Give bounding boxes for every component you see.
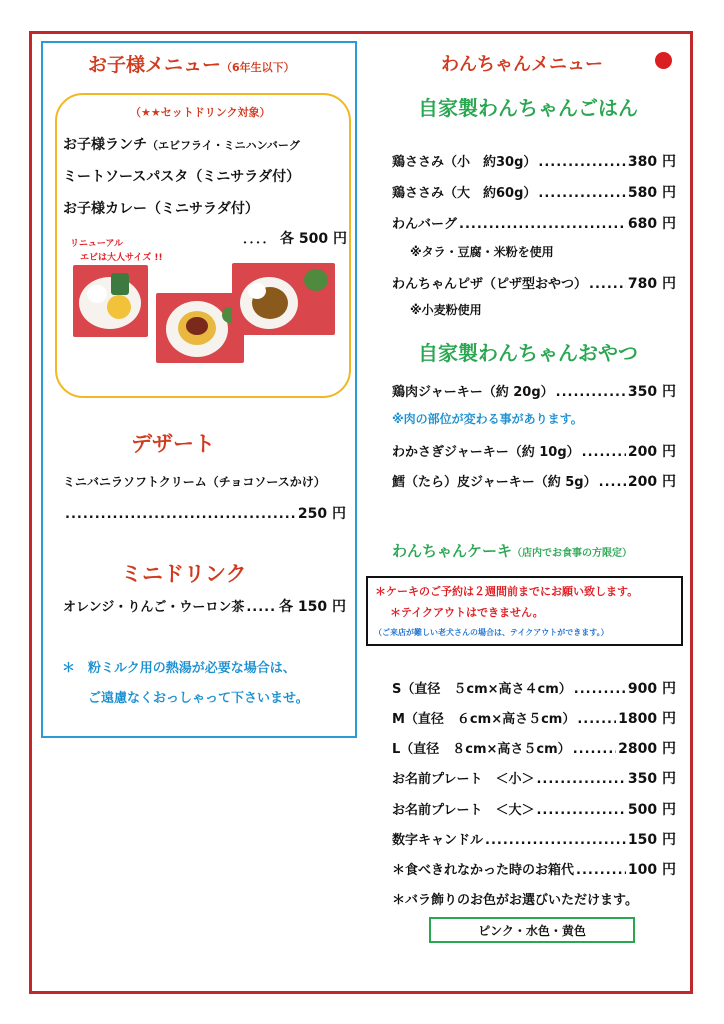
cake-l-dots — [573, 742, 616, 757]
red-dot-icon — [655, 52, 672, 69]
candle-row — [392, 829, 676, 849]
hamburg-note: ※タラ・豆腐・米粉を使用 — [410, 245, 554, 259]
cake-m-name: M（直径 ６cm×高さ５cm） — [392, 712, 576, 727]
kids-lunch-rice — [87, 285, 107, 303]
curry-photo — [232, 263, 335, 335]
jerky-smelt-price: 200 円 — [627, 444, 676, 460]
plate-small-dots — [536, 772, 625, 787]
gohan-large-dots — [538, 186, 625, 201]
plate-large-name: お名前プレート ＜大＞ — [392, 803, 535, 818]
mini-drink-price: 各 150 円 — [279, 599, 346, 615]
gohan-small-name: 鶏ささみ（小 約30g） — [392, 155, 537, 170]
pizza-note: ※小麦粉使用 — [410, 303, 482, 317]
pizza-dots — [589, 277, 626, 292]
candle-price: 150 円 — [627, 832, 676, 848]
gohan-large-price: 580 円 — [627, 185, 676, 201]
rose-colors-box — [429, 917, 635, 943]
kids-item-pasta-detail: （ミニサラダ付） — [188, 169, 301, 185]
kids-item-pasta-name: ミートソースパスタ — [63, 169, 189, 185]
cake-l-name: L（直径 ８cm×高さ５cm） — [392, 742, 571, 757]
mini-drink-item: オレンジ・りんご・ウーロン茶 — [63, 600, 245, 615]
plate-small-name: お名前プレート ＜小＞ — [392, 772, 535, 787]
mini-drink-row — [63, 596, 346, 616]
gohan-row-large — [392, 182, 676, 202]
kids-price-value: 各 500 円 — [280, 231, 348, 247]
cake-s-dots — [574, 682, 626, 697]
dessert-price-row — [63, 503, 346, 523]
set-drink-note: （★★セットドリンク対象） — [130, 106, 271, 119]
gohan-large-name: 鶏ささみ（大 約60g） — [392, 186, 537, 201]
cake-title — [392, 540, 632, 561]
photo-caption-1: リニューアル — [70, 239, 124, 249]
box-fee-dots — [576, 863, 626, 878]
jerky-cod-row — [392, 471, 676, 491]
gohan-burg-dots — [459, 217, 626, 232]
cake-notice-3: （ご来店が難しい老犬さんの場合は、テイクアウトができます。） — [374, 628, 609, 637]
jerky-chicken-row — [392, 381, 676, 401]
pizza-price: 780 円 — [627, 276, 676, 292]
kids-item-lunch — [63, 134, 300, 154]
kids-item-lunch-detail: （エビフライ・ミニハンバーグ — [147, 139, 300, 152]
kids-lunch-smiley-potato — [107, 295, 131, 319]
plate-small-price: 350 円 — [627, 771, 676, 787]
cake-m-dots — [577, 712, 616, 727]
jerky-chicken-name: 鶏肉ジャーキー（約 20g） — [392, 385, 554, 400]
milk-note-line2: ご遠慮なくおっしゃって下さいませ。 — [88, 691, 309, 706]
dessert-dots — [65, 507, 296, 522]
cake-l-row — [392, 738, 676, 758]
gohan-title: 自家製わんちゃんごはん — [418, 96, 638, 120]
gohan-burg-name: わんバーグ — [392, 217, 458, 232]
box-fee-price: 100 円 — [627, 862, 676, 878]
pizza-name: わんちゃんピザ（ピザ型おやつ） — [392, 277, 588, 292]
mini-drink-dots — [246, 600, 277, 615]
kids-lunch-photo — [73, 265, 148, 337]
gohan-small-dots — [538, 155, 625, 170]
kids-price-dots: ．．．． — [243, 232, 276, 247]
jerky-chicken-price: 350 円 — [627, 384, 676, 400]
gohan-row-small — [392, 151, 676, 171]
pasta-sauce — [186, 317, 208, 335]
cake-notice-2: ＊テイクアウトはできません。 — [390, 606, 544, 619]
dessert-title: デザート — [131, 432, 215, 456]
jerky-smelt-row — [392, 441, 676, 461]
photo-caption-2: エビは大人サイズ !! — [80, 253, 163, 263]
dessert-price: 250 円 — [297, 506, 346, 522]
kids-lunch-drink — [111, 273, 129, 295]
candle-dots — [485, 833, 626, 848]
dessert-item: ミニバニラソフトクリーム（チョコソースかけ） — [63, 475, 326, 489]
plate-large-price: 500 円 — [627, 802, 676, 818]
jerky-smelt-dots — [582, 445, 626, 460]
milk-note-line1: ＊ 粉ミルク用の熱湯が必要な場合は、 — [62, 661, 296, 676]
plate-small-row — [392, 768, 676, 788]
kids-item-curry — [63, 198, 259, 218]
kids-title-note: （6年生以下） — [221, 61, 295, 74]
oyatsu-note: ※肉の部位が変わる事があります。 — [392, 412, 583, 426]
kids-item-lunch-name: お子様ランチ — [63, 137, 147, 153]
wan-menu-title: わんちゃんメニュー — [441, 54, 603, 75]
pizza-row — [392, 273, 676, 293]
cake-s-row — [392, 678, 676, 698]
rose-note: ＊バラ飾りのお色がお選びいただけます。 — [392, 893, 638, 908]
kids-menu-title — [88, 50, 295, 77]
pasta-photo — [156, 293, 244, 363]
mini-drink-title: ミニドリンク — [121, 562, 247, 586]
jerky-cod-dots — [599, 475, 626, 490]
cake-l-price: 2800 円 — [618, 741, 676, 757]
kids-price — [243, 228, 347, 248]
cake-s-name: S（直径 ５cm×高さ４cm） — [392, 682, 572, 697]
kids-item-curry-name: お子様カレー — [63, 201, 147, 217]
box-fee-row — [392, 859, 676, 879]
cake-s-price: 900 円 — [627, 681, 676, 697]
curry-rice — [248, 283, 266, 299]
plate-large-dots — [536, 803, 625, 818]
jerky-cod-name: 鱈（たら）皮ジャーキー（約 5g） — [392, 475, 597, 490]
candle-name: 数字キャンドル — [392, 833, 484, 848]
cake-m-price: 1800 円 — [618, 711, 676, 727]
jerky-cod-price: 200 円 — [627, 474, 676, 490]
cake-title-text: わんちゃんケーキ — [392, 542, 513, 560]
gohan-burg-price: 680 円 — [627, 216, 676, 232]
rose-colors-text: ピンク・水色・黄色 — [478, 923, 586, 938]
cake-m-row — [392, 708, 676, 728]
box-fee-name: ＊食べきれなかった時のお箱代 — [392, 863, 575, 878]
curry-salad — [304, 269, 328, 291]
gohan-small-price: 380 円 — [627, 154, 676, 170]
jerky-chicken-dots — [556, 385, 626, 400]
cake-notice-1: ＊ケーキのご予約は２週間前までにお願い致します。 — [375, 585, 639, 598]
kids-title-text: お子様メニュー — [88, 54, 222, 76]
cake-title-note: （店内でお食事の方限定） — [512, 548, 633, 559]
kids-item-pasta — [63, 166, 300, 186]
gohan-row-burg — [392, 213, 676, 233]
oyatsu-title: 自家製わんちゃんおやつ — [418, 341, 638, 365]
plate-large-row — [392, 799, 676, 819]
jerky-smelt-name: わかさぎジャーキー（約 10g） — [392, 445, 580, 460]
kids-item-curry-detail: （ミニサラダ付） — [147, 201, 259, 217]
